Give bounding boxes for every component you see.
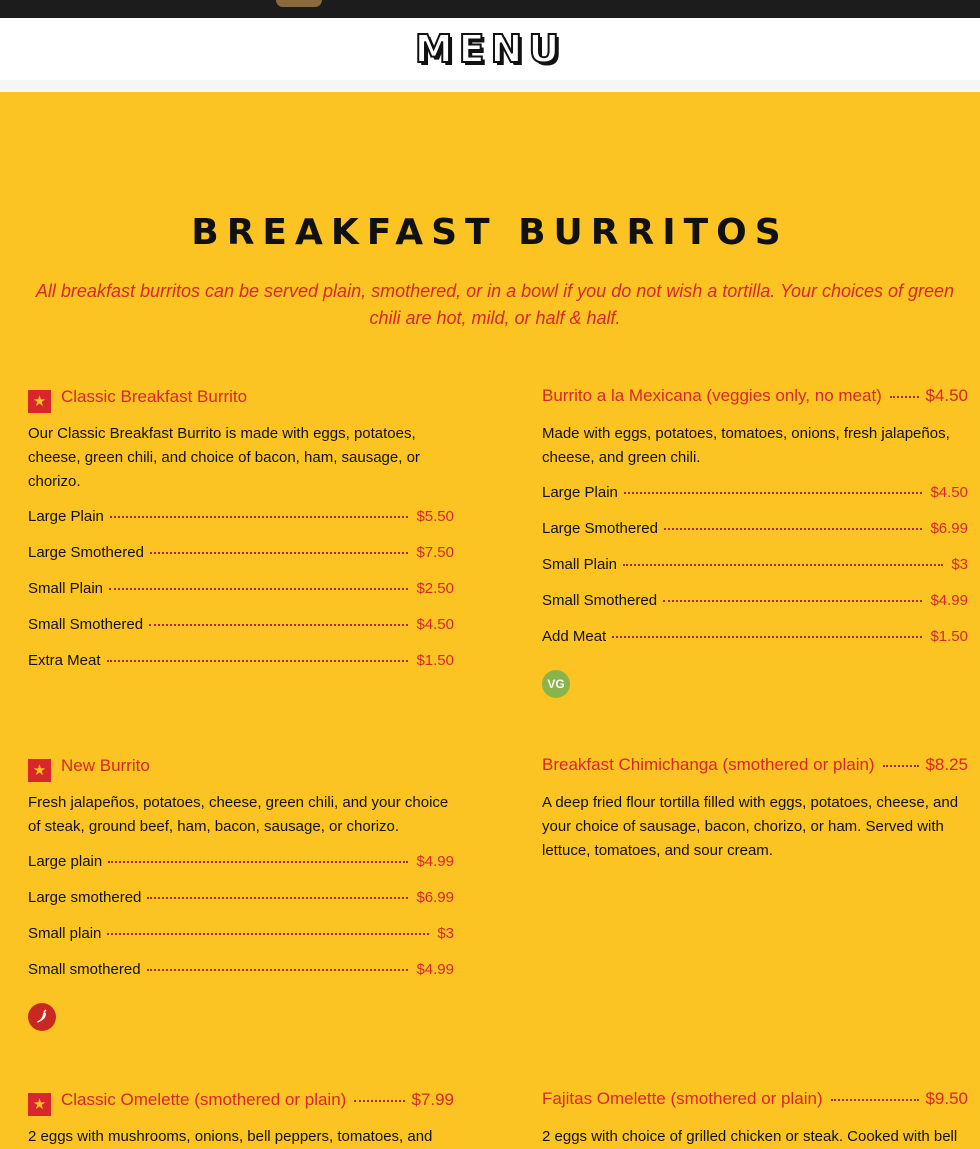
menu-item (542, 386, 968, 698)
price-row (542, 520, 968, 556)
dot-leader (612, 636, 922, 638)
vegetarian-icon: VG (542, 670, 570, 698)
menu-item-header (28, 1089, 454, 1117)
price-row-label: Large Smothered (542, 520, 658, 537)
star-icon: ★ (28, 390, 51, 413)
dot-leader (890, 396, 920, 398)
menu-item-name: Classic Breakfast Burrito (61, 387, 248, 406)
page-title: MENU (414, 27, 566, 71)
menu-item-header (542, 755, 968, 783)
price-row-price: $5.50 (416, 508, 454, 525)
menu-item-description: Fresh jalapeños, potatoes, cheese, green chili, and your choice of steak, ground beef, ham, bacon, sausage, or chorizo. (28, 794, 449, 835)
price-row (542, 592, 968, 628)
dot-leader (149, 624, 408, 626)
price-row (542, 556, 968, 592)
dot-leader (107, 933, 429, 935)
price-row (28, 925, 454, 961)
dot-leader (831, 1099, 920, 1101)
menu-item-name: Breakfast Chimichanga (smothered or plain) (542, 755, 875, 774)
price-row-label: Small smothered (28, 961, 141, 978)
dot-leader (354, 1100, 405, 1102)
menu-item-header (28, 755, 454, 783)
price-row-price: $6.99 (930, 520, 968, 537)
price-row (28, 580, 454, 616)
price-row (28, 544, 454, 580)
price-row-price: $1.50 (930, 628, 968, 645)
menu-item (542, 755, 968, 863)
price-row (28, 652, 454, 688)
price-row-price: $2.50 (416, 580, 454, 597)
star-icon: ★ (28, 759, 51, 782)
dot-leader (147, 969, 409, 971)
header-divider (0, 80, 980, 92)
price-row-price: $3 (437, 925, 454, 942)
price-row-label: Small plain (28, 925, 102, 942)
menu-item-description: Made with eggs, potatoes, tomatoes, onions, fresh jalapeños, cheese, and green chili. (542, 425, 950, 466)
dot-leader (110, 516, 409, 518)
dot-leader (109, 588, 408, 590)
price-row-label: Small Plain (542, 556, 618, 573)
price-row-price: $7.50 (416, 544, 454, 561)
price-row (28, 853, 454, 889)
chili-pepper-icon (34, 1009, 50, 1025)
price-row-price: $6.99 (416, 889, 454, 906)
price-row-label: Large Plain (28, 508, 104, 525)
dot-leader (147, 897, 408, 899)
price-row (28, 961, 454, 997)
price-row-price: $4.50 (930, 484, 968, 501)
menu-item-description: A deep fried flour tortilla filled with eggs, potatoes, cheese, and your choice of sausage, bacon, chorizo, or ham. Served with lettuce, tomatoes, and sour cream. (542, 794, 959, 859)
price-row-label: Small Plain (28, 580, 104, 597)
price-row-label: Large Plain (542, 484, 618, 501)
menu-item-description: 2 eggs with mushrooms, onions, bell peppers, tomatoes, and (28, 1128, 433, 1145)
menu-header (0, 18, 980, 80)
menu-item-price: $9.50 (925, 1089, 968, 1108)
menu-item-name: New Burrito (61, 756, 150, 775)
top-nav-bar (0, 0, 980, 18)
menu-item (28, 755, 454, 1031)
price-row-label: Large smothered (28, 889, 142, 906)
menu-item-header (542, 1089, 968, 1117)
menu-item-description: Our Classic Breakfast Burrito is made with eggs, potatoes, cheese, green chili, and choice of bacon, ham, sausage, or chorizo. (28, 425, 420, 490)
menu-item-header (542, 386, 968, 414)
dot-leader (883, 765, 920, 767)
dot-leader (664, 528, 923, 530)
price-row (28, 616, 454, 652)
price-row (542, 484, 968, 520)
price-row-label: Large Smothered (28, 544, 144, 561)
menu-item-name: Burrito a la Mexicana (veggies only, no meat) (542, 386, 882, 405)
menu-item-header (28, 386, 454, 414)
price-row (28, 889, 454, 925)
chili-pepper-icon (28, 1003, 56, 1031)
price-row-label: Extra Meat (28, 652, 101, 669)
price-row-label: Large plain (28, 853, 103, 870)
price-row-label: Add Meat (542, 628, 607, 645)
dot-leader (623, 564, 943, 566)
price-row-price: $3 (951, 556, 968, 573)
section-title: BREAKFAST BURRITOS (191, 212, 789, 253)
menu-item-price: $4.50 (925, 386, 968, 405)
menu-item (28, 1089, 454, 1149)
price-row-label: Small Smothered (28, 616, 144, 633)
dot-leader (624, 492, 923, 494)
price-row-price: $4.99 (416, 961, 454, 978)
section-description: All breakfast burritos can be served plain, smothered, or in a bowl if you do not wish a tortilla. Your choices of green chili are hot, mild, or half & half. (35, 281, 955, 328)
price-row (28, 508, 454, 544)
star-icon: ★ (28, 1093, 51, 1116)
menu-item-price: $8.25 (925, 755, 968, 774)
menu-item-price: $7.99 (411, 1090, 454, 1109)
menu-item-description: 2 eggs with choice of grilled chicken or steak. Cooked with bell (542, 1128, 958, 1145)
menu-item (542, 1089, 968, 1149)
price-row-price: $1.50 (416, 652, 454, 669)
price-row-price: $4.50 (416, 616, 454, 633)
dot-leader (663, 600, 922, 602)
menu-item-name: Classic Omelette (smothered or plain) (61, 1090, 347, 1109)
menu-item (28, 386, 454, 688)
menu-item-name: Fajitas Omelette (smothered or plain) (542, 1089, 823, 1108)
price-row-price: $4.99 (930, 592, 968, 609)
logo-image-fragment (276, 0, 322, 7)
dot-leader (150, 552, 409, 554)
dot-leader (108, 861, 408, 863)
price-row-label: Small Smothered (542, 592, 658, 609)
price-row-price: $4.99 (416, 853, 454, 870)
price-row (542, 628, 968, 664)
dot-leader (107, 660, 409, 662)
